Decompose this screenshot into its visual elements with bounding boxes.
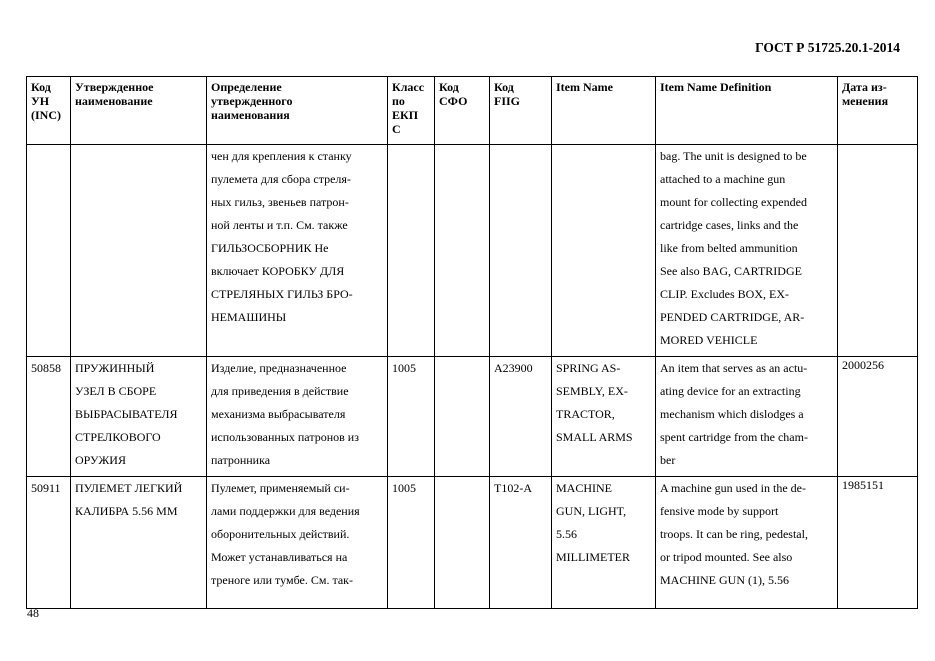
cell-text-line: ной ленты и т.п. См. также (211, 218, 348, 232)
header-line: утвержденного (211, 94, 293, 108)
cell-sfo-code (435, 145, 490, 357)
cell-fiig-code: T102-A (490, 477, 552, 609)
cell-text-line: mechanism which dislodges a (660, 407, 804, 421)
cell-text-line: spent cartridge from the cham- (660, 430, 808, 444)
cell-text-line: чен для крепления к станку (211, 149, 352, 163)
cell-definition (207, 145, 388, 357)
cell-text-line: See also BAG, CARTRIDGE (660, 264, 802, 278)
header-line: наименование (75, 94, 153, 108)
cell-text-line: bag. The unit is designed to be (660, 149, 807, 163)
cell-inc: 50858 (27, 357, 71, 477)
cell-text-line: включает КОРОБКУ ДЛЯ (211, 264, 345, 278)
cell-text-line: ГИЛЬЗОСБОРНИК Не (211, 241, 329, 255)
cell-text-line: НЕМАШИНЫ (211, 310, 287, 324)
header-col-ekps-class (388, 77, 435, 145)
cell-text-line: or tripod mounted. See also (660, 550, 793, 564)
cell-text-line: attached to a machine gun (660, 172, 786, 186)
header-line: Код (494, 80, 514, 94)
cell-text-line: патронника (211, 453, 271, 467)
cell-sfo-code (435, 357, 490, 477)
header-line: Утвержденное (75, 80, 154, 94)
header-col-inc (27, 77, 71, 145)
header-col-approved-name (71, 77, 207, 145)
header-line: FIIG (494, 94, 521, 108)
cell-text-line: MACHINE GUN (1), 5.56 (660, 573, 789, 587)
cell-text-line: A machine gun used in the de- (660, 481, 806, 495)
cell-text-line: mount for collecting expended (660, 195, 807, 209)
header-col-sfo-code (435, 77, 490, 145)
page-number: 48 (27, 606, 39, 620)
cell-text-line: ПУЛЕМЕТ ЛЕГКИЙ (75, 481, 183, 495)
cell-ekps-class (388, 145, 435, 357)
cell-text-line: ных гильз, звеньев патрон- (211, 195, 349, 209)
header-col-fiig-code (490, 77, 552, 145)
cell-text-line: like from belted ammunition (660, 241, 798, 255)
header-line: по (392, 94, 405, 108)
cell-item-name-definition (656, 145, 838, 357)
header-line: менения (842, 94, 889, 108)
table-row (27, 357, 918, 477)
cell-text-line: Пулемет, применяемый си- (211, 481, 350, 495)
cell-text-line: 5.56 (556, 527, 577, 541)
cell-item-name (552, 357, 656, 477)
cell-change-date: 2000256 (838, 357, 918, 477)
cell-text-line: пулемета для сбора стреля- (211, 172, 351, 186)
header-line: наименования (211, 108, 290, 122)
cell-item-name-definition (656, 477, 838, 609)
cell-text-line: ber (660, 453, 676, 467)
cell-inc: 50911 (27, 477, 71, 609)
cell-text-line: Изделие, предназначенное (211, 361, 347, 375)
cell-text-line: TRACTOR, (556, 407, 615, 421)
header-col-change-date (838, 77, 918, 145)
cell-text-line: для приведения в действие (211, 384, 349, 398)
document-title: ГОСТ Р 51725.20.1-2014 (755, 40, 900, 55)
cell-text-line: MACHINE (556, 481, 612, 495)
cell-approved-name (71, 357, 207, 477)
cell-text-line: ПРУЖИННЫЙ (75, 361, 155, 375)
cell-text-line: CLIP. Excludes BOX, EX- (660, 287, 789, 301)
table-header-row (27, 77, 918, 145)
cell-item-name (552, 477, 656, 609)
header-line: Код (439, 80, 459, 94)
cell-definition (207, 477, 388, 609)
table-row (27, 477, 918, 609)
header-line: Класс (392, 80, 425, 94)
cell-item-name (552, 145, 656, 357)
cell-text-line: troops. It can be ring, pedestal, (660, 527, 808, 541)
table-row (27, 145, 918, 357)
classifier-table (26, 76, 918, 609)
cell-text-line: треноге или тумбе. См. так- (211, 573, 353, 587)
cell-text-line: SPRING AS- (556, 361, 621, 375)
cell-text-line: GUN, LIGHT, (556, 504, 627, 518)
header-line: Код (31, 80, 51, 94)
cell-inc (27, 145, 71, 357)
cell-change-date: 1985151 (838, 477, 918, 609)
cell-text-line: PENDED CARTRIDGE, AR- (660, 310, 805, 324)
cell-fiig-code: A23900 (490, 357, 552, 477)
cell-text-line: СТРЕЛКОВОГО (75, 430, 161, 444)
cell-approved-name (71, 477, 207, 609)
cell-text-line: механизма выбрасывателя (211, 407, 346, 421)
cell-sfo-code (435, 477, 490, 609)
cell-text-line: СТРЕЛЯНЫХ ГИЛЬЗ БРО- (211, 287, 353, 301)
header-line: Определение (211, 80, 282, 94)
header-line: Item Name (556, 80, 613, 94)
header-line: СФО (439, 94, 468, 108)
header-col-item-name (552, 77, 656, 145)
header-col-item-name-definition (656, 77, 838, 145)
cell-approved-name (71, 145, 207, 357)
cell-text-line: MORED VEHICLE (660, 333, 758, 347)
cell-text-line: SMALL ARMS (556, 430, 633, 444)
cell-text-line: КАЛИБРА 5.56 ММ (75, 504, 178, 518)
cell-text-line: УЗЕЛ В СБОРЕ (75, 384, 157, 398)
cell-ekps-class: 1005 (388, 477, 435, 609)
cell-item-name-definition (656, 357, 838, 477)
cell-definition (207, 357, 388, 477)
cell-text-line: SEMBLY, EX- (556, 384, 628, 398)
header-line: ЕКП (392, 108, 419, 122)
header-col-definition (207, 77, 388, 145)
cell-text-line: MILLIMETER (556, 550, 630, 564)
header-line: С (392, 122, 401, 136)
cell-text-line: ОРУЖИЯ (75, 453, 126, 467)
cell-text-line: ВЫБРАСЫВАТЕЛЯ (75, 407, 178, 421)
header-line: УН (31, 94, 50, 108)
cell-text-line: ating device for an extracting (660, 384, 801, 398)
header-line: (INC) (31, 108, 61, 122)
cell-text-line: An item that serves as an actu- (660, 361, 808, 375)
cell-text-line: лами поддержки для ведения (211, 504, 360, 518)
cell-text-line: оборонительных действий. (211, 527, 350, 541)
cell-text-line: использованных патронов из (211, 430, 359, 444)
cell-text-line: Может устанавливаться на (211, 550, 348, 564)
header-line: Item Name Definition (660, 80, 772, 94)
cell-text-line: cartridge cases, links and the (660, 218, 799, 232)
header-line: Дата из- (842, 80, 887, 94)
cell-ekps-class: 1005 (388, 357, 435, 477)
cell-text-line: fensive mode by support (660, 504, 779, 518)
cell-change-date (838, 145, 918, 357)
cell-fiig-code (490, 145, 552, 357)
